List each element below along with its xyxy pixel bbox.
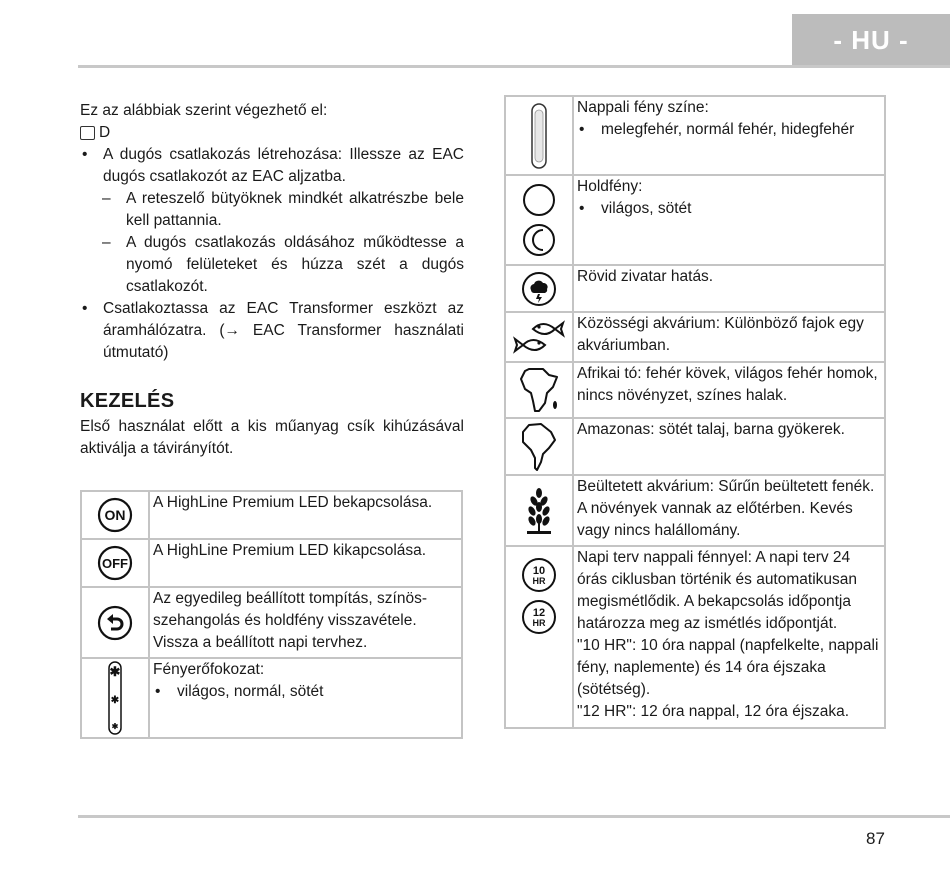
off-button-icon xyxy=(96,545,134,581)
table-row xyxy=(505,362,885,418)
header-rule xyxy=(78,65,950,68)
icon-cell xyxy=(505,475,573,546)
cell-text: Fényerőfokozat: xyxy=(153,661,265,678)
table-cell xyxy=(573,96,885,175)
12-hour-icon xyxy=(521,599,557,635)
cell-text: Holdfény: xyxy=(577,178,643,195)
section-heading: KEZELÉS xyxy=(80,390,175,412)
table-cell: Amazonas: sötét talaj, barna gyökerek. xyxy=(573,418,885,475)
table-row xyxy=(505,546,885,728)
table-row xyxy=(81,491,462,539)
cell-bullet: • melegfehér, normál fehér, hidegfehér xyxy=(577,119,880,141)
instruction-list xyxy=(80,144,464,364)
cell-text: Nappali fény színe: xyxy=(577,99,709,116)
10-hour-icon xyxy=(521,557,557,593)
svg-text:✱: ✱ xyxy=(109,664,121,679)
icon-cell xyxy=(505,96,573,175)
language-tab: - HU - xyxy=(792,14,950,66)
icon-cell xyxy=(505,265,573,312)
moonlight-icon xyxy=(521,180,557,260)
icon-cell xyxy=(505,362,573,418)
table-row xyxy=(505,265,885,312)
left-column xyxy=(80,100,464,460)
footer-rule xyxy=(78,815,950,818)
return-icon xyxy=(97,605,133,641)
on-button-icon xyxy=(97,497,133,533)
icon-label: HR xyxy=(532,576,546,586)
community-fish-icon xyxy=(509,315,569,359)
icon-cell xyxy=(505,312,573,362)
intro-text: Ez az alábbiak szerint végezhető el: xyxy=(80,102,328,119)
table-row xyxy=(505,96,885,175)
effects-table xyxy=(504,95,886,729)
off-icon-text: OFF xyxy=(102,556,128,571)
checkbox-label: D xyxy=(99,124,111,141)
icon-cell xyxy=(81,539,149,587)
table-row xyxy=(505,175,885,265)
table-cell xyxy=(573,175,885,265)
activation-paragraph: Első használat előtt a kis műanyag csík kihúzásával aktiválja a távirányítót. xyxy=(80,418,464,457)
list-item xyxy=(80,144,464,298)
table-row xyxy=(505,418,885,475)
icon-cell xyxy=(81,587,149,658)
planted-aquarium-icon xyxy=(523,487,555,535)
icon-cell xyxy=(505,546,573,728)
cell-text: "12 HR": 12 óra nappal, 12 óra éjszaka. xyxy=(577,703,850,720)
table-cell: Az egyedileg beállított tompítás, színösszehangolás és holdfény visszavétele. Vissza a beállított napi tervhez. xyxy=(149,587,462,658)
table-cell: A HighLine Premium LED kikapcsolása. xyxy=(149,539,462,587)
svg-text:✱: ✱ xyxy=(110,695,120,706)
icon-label: HR xyxy=(532,618,546,628)
africa-map-icon xyxy=(517,365,561,415)
remote-buttons-table xyxy=(80,490,463,739)
table-cell: Beültetett akvárium: Sűrűn beültetett fenék. A növények vannak az előtérben. Kevés vagy nincs halállomány. xyxy=(573,475,885,546)
icon-cell xyxy=(505,418,573,475)
south-america-map-icon xyxy=(519,421,559,473)
svg-text:✱: ✱ xyxy=(111,722,119,731)
thunderstorm-icon xyxy=(521,271,557,307)
table-row xyxy=(505,312,885,362)
table-row xyxy=(81,587,462,658)
sub-list xyxy=(80,188,464,298)
table-cell: Közösségi akvárium: Különböző fajok egy akváriumban. xyxy=(573,312,885,362)
table-cell: A HighLine Premium LED bekapcsolása. xyxy=(149,491,462,539)
table-row xyxy=(81,658,462,738)
cell-bullet: • világos, normál, sötét xyxy=(153,681,457,703)
on-icon-text: ON xyxy=(104,507,126,523)
checkbox-icon xyxy=(80,126,95,140)
table-row xyxy=(505,475,885,546)
icon-label: 10 xyxy=(532,565,546,577)
icon-label: 12 xyxy=(532,607,546,619)
table-cell xyxy=(573,546,885,728)
bullet-text: A dugós csatlakozás létrehozása: Illessze az EAC dugós csatlakozót az EAC aljzatba. xyxy=(103,146,464,185)
icon-cell xyxy=(505,175,573,265)
page-number: 87 xyxy=(866,829,885,848)
icon-cell xyxy=(81,658,149,738)
icon-cell xyxy=(81,491,149,539)
cell-bullet: • világos, sötét xyxy=(577,198,880,220)
sub-list-item: – A dugós csatlakozás oldásához működtesse a nyomó felületeket és húzza szét a dugós csatlakozót. xyxy=(80,232,464,298)
brightness-slider-icon xyxy=(105,660,125,736)
sub-list-item: – A reteszelő bütyöknek mindkét alkatrészbe bele kell pattannia. xyxy=(80,188,464,232)
checkbox-line xyxy=(80,122,464,144)
table-row xyxy=(81,539,462,587)
cell-text: Napi terv nappali fénnyel: A napi terv 24 órás ciklusban történik és automatikusan megismétlődik. A bekapcsolás időpontja határozza meg az ismétlés időpontját. xyxy=(577,549,858,632)
list-item: • Csatlakoztassa az EAC Transformer eszközt az áramhálózatra. (→ EAC Transformer használati útmutató) xyxy=(80,298,464,364)
table-cell: Rövid zivatar hatás. xyxy=(573,265,885,312)
table-cell xyxy=(149,658,462,738)
table-cell: Afrikai tó: fehér kövek, világos fehér homok, nincs növényzet, színes halak. xyxy=(573,362,885,418)
cell-text: "10 HR": 10 óra nappal (napfelkelte, nappali fény, naplemente) és 14 óra éjszaka (sötétség). xyxy=(577,637,879,698)
daylight-color-slider-icon xyxy=(529,102,549,170)
